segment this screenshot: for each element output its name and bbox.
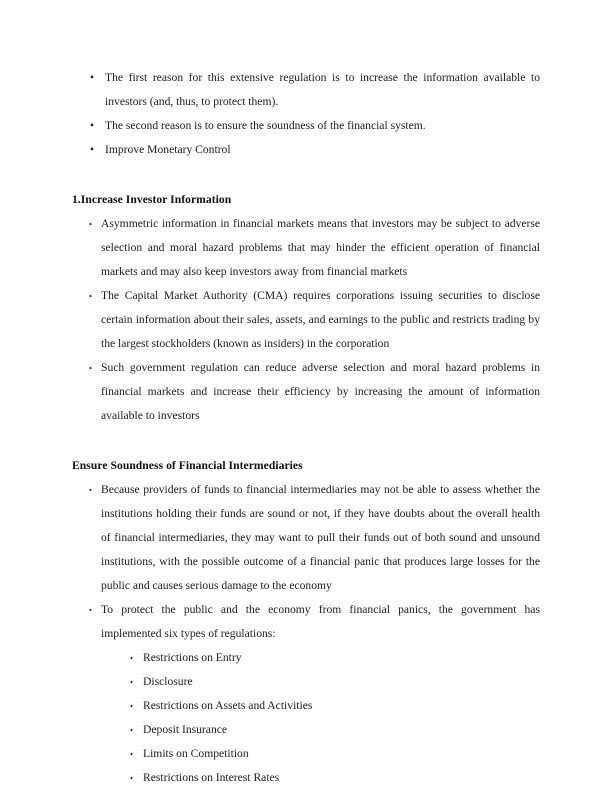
- disc-bullet-icon: •: [90, 71, 95, 84]
- spacer: [72, 162, 540, 188]
- list-item: [72, 718, 540, 742]
- list-item-text: Restrictions on Assets and Activities: [143, 699, 313, 712]
- list-item: [72, 114, 540, 138]
- disc-bullet-icon: •: [89, 219, 92, 229]
- document-body: [72, 66, 540, 790]
- disc-bullet-icon: •: [130, 725, 133, 735]
- disc-bullet-icon: •: [89, 291, 92, 301]
- list-item: [72, 284, 540, 356]
- list-item: [72, 694, 540, 718]
- list-item: [72, 356, 540, 428]
- list-item-text: The first reason for this extensive regulation is to increase the information available to investors (and, thus, to protect them).: [105, 71, 540, 108]
- list-item-text: Deposit Insurance: [143, 723, 228, 736]
- disc-bullet-icon: •: [89, 363, 92, 373]
- list-item-text: Restrictions on Interest Rates: [143, 771, 280, 784]
- list-item-text: Disclosure: [143, 675, 193, 688]
- list-item: [72, 66, 540, 114]
- list-item-text: Because providers of funds to financial intermediaries may not be able to assess whether the institutions holding their funds are sound or not, if they have doubts about the overall health of financial intermediaries, they may want to pull their funds out of both sound and unsound institutions, with the possible outcome of a financial panic that produces large losses for the public and causes serious damage to the economy: [101, 483, 540, 592]
- list-item-text: The Capital Market Authority (CMA) requires corporations issuing securities to disclose certain information about their sales, assets, and earnings to the public and restricts trading by the largest stockholders (known as insiders) in the corporation: [101, 289, 540, 350]
- disc-bullet-icon: •: [130, 701, 133, 711]
- list-item: [72, 598, 540, 646]
- disc-bullet-icon: •: [130, 653, 133, 663]
- disc-bullet-icon: •: [90, 143, 95, 156]
- disc-bullet-icon: •: [89, 485, 92, 495]
- list-item-text: Restrictions on Entry: [143, 651, 242, 664]
- list-item-text: To protect the public and the economy from financial panics, the government has implemented six types of regulations:: [101, 603, 540, 640]
- list-item-text: The second reason is to ensure the soundness of the financial system.: [105, 119, 426, 132]
- list-item: [72, 478, 540, 598]
- spacer: [72, 428, 540, 454]
- list-item: [72, 766, 540, 790]
- regulation-types-sub-list: [72, 646, 540, 790]
- list-item-text: Asymmetric information in financial markets means that investors may be subject to adverse selection and moral hazard problems that may hinder the efficient operation of financial markets and may also keep investors away from financial markets: [101, 217, 540, 278]
- disc-bullet-icon: •: [130, 677, 133, 687]
- list-item: [72, 670, 540, 694]
- disc-bullet-icon: •: [89, 605, 92, 615]
- list-item-text: Such government regulation can reduce adverse selection and moral hazard problems in financial markets and increase their efficiency by increasing the amount of information available to investors: [101, 361, 540, 422]
- section-heading-ensure-soundness-of-financial-intermediaries: Ensure Soundness of Financial Intermediaries: [72, 459, 303, 472]
- section-1-bullet-list: [72, 212, 540, 428]
- intro-bullet-list: [72, 66, 540, 162]
- list-item: [72, 646, 540, 670]
- disc-bullet-icon: •: [130, 773, 133, 783]
- disc-bullet-icon: •: [130, 749, 133, 759]
- list-item-text: Limits on Competition: [143, 747, 249, 760]
- section-2-bullet-list: [72, 478, 540, 646]
- list-item-text: Improve Monetary Control: [105, 143, 231, 156]
- disc-bullet-icon: •: [90, 119, 95, 132]
- list-item: [72, 212, 540, 284]
- list-item: [72, 742, 540, 766]
- section-heading-increase-investor-information: 1.Increase Investor Information: [72, 193, 232, 206]
- list-item: [72, 138, 540, 162]
